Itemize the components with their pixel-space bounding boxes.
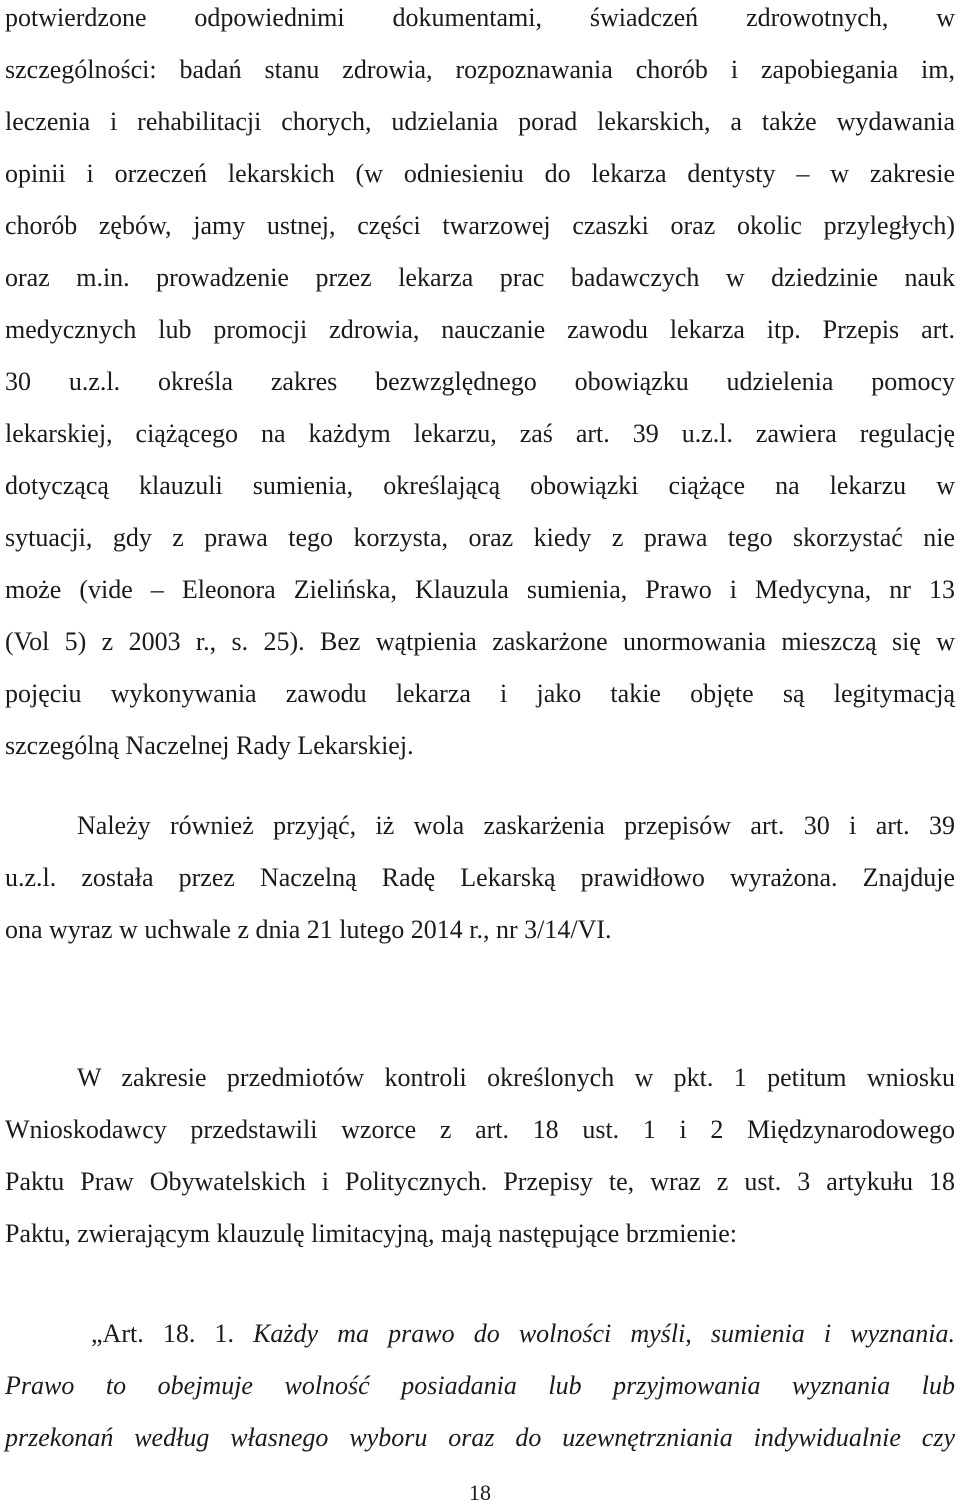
paragraph-line: sytuacji, gdy z prawa tego korzysta, oraz kiedy z prawa tego skorzystać nie: [5, 523, 955, 552]
paragraph-line: Paktu Praw Obywatelskich i Politycznych. Przepisy te, wraz z ust. 3 artykułu 18: [5, 1167, 955, 1196]
paragraph-line: medycznych lub promocji zdrowia, nauczanie zawodu lekarza itp. Przepis art.: [5, 315, 955, 344]
paragraph-line: (Vol 5) z 2003 r., s. 25). Bez wątpienia zaskarżone unormowania mieszczą się w: [5, 627, 955, 656]
paragraph-line: Wnioskodawcy przedstawili wzorce z art. 18 ust. 1 i 2 Międzynarodowego: [5, 1115, 955, 1144]
paragraph-line: leczenia i rehabilitacji chorych, udzielania porad lekarskich, a także wydawania: [5, 107, 955, 136]
paragraph-line: dotyczącą klauzuli sumienia, określającą obowiązki ciążące na lekarzu w: [5, 471, 955, 500]
paragraph-line: chorób zębów, jamy ustnej, części twarzowej czaszki oraz okolic przyległych): [5, 211, 955, 240]
quote-prefix: „Art. 18. 1.: [91, 1319, 234, 1348]
paragraph-line: pojęciu wykonywania zawodu lekarza i jako takie objęte są legitymacją: [5, 679, 955, 708]
paragraph-line: oraz m.in. prowadzenie przez lekarza prac badawczych w dziedzinie nauk: [5, 263, 955, 292]
paragraph-line: szczególną Naczelnej Rady Lekarskiej.: [5, 731, 414, 760]
paragraph-line: u.z.l. została przez Naczelną Radę Lekarską prawidłowo wyrażona. Znajduje: [5, 863, 955, 892]
paragraph-line: Należy również przyjąć, iż wola zaskarżenia przepisów art. 30 i art. 39: [77, 811, 955, 840]
paragraph-line: 30 u.z.l. określa zakres bezwzględnego obowiązku udzielenia pomocy: [5, 367, 955, 396]
quote-text: Każdy ma prawo do wolności myśli, sumienia i wyznania.: [253, 1319, 955, 1348]
quote-line: Prawo to obejmuje wolność posiadania lub przyjmowania wyznania lub: [5, 1371, 955, 1400]
page-number: 18: [469, 1480, 491, 1505]
paragraph-line: lekarskiej, ciążącego na każdym lekarzu, zaś art. 39 u.z.l. zawiera regulację: [5, 419, 955, 448]
paragraph-line: szczególności: badań stanu zdrowia, rozpoznawania chorób i zapobiegania im,: [5, 55, 955, 84]
paragraph-line: W zakresie przedmiotów kontroli określonych w pkt. 1 petitum wniosku: [77, 1063, 955, 1092]
paragraph-line: potwierdzone odpowiednimi dokumentami, świadczeń zdrowotnych, w: [5, 3, 955, 32]
quote-line: przekonań według własnego wyboru oraz do uzewnętrzniania indywidualnie czy: [5, 1423, 955, 1452]
quote-line: [5, 1314, 955, 1354]
paragraph-line: opinii i orzeczeń lekarskich (w odniesieniu do lekarza dentysty – w zakresie: [5, 159, 955, 188]
paragraph-line: Paktu, zwierającym klauzulę limitacyjną, mają następujące brzmienie:: [5, 1219, 738, 1248]
paragraph-line: ona wyraz w uchwale z dnia 21 lutego 2014 r., nr 3/14/VI.: [5, 915, 612, 944]
paragraph-line: może (vide – Eleonora Zielińska, Klauzula sumienia, Prawo i Medycyna, nr 13: [5, 575, 955, 604]
